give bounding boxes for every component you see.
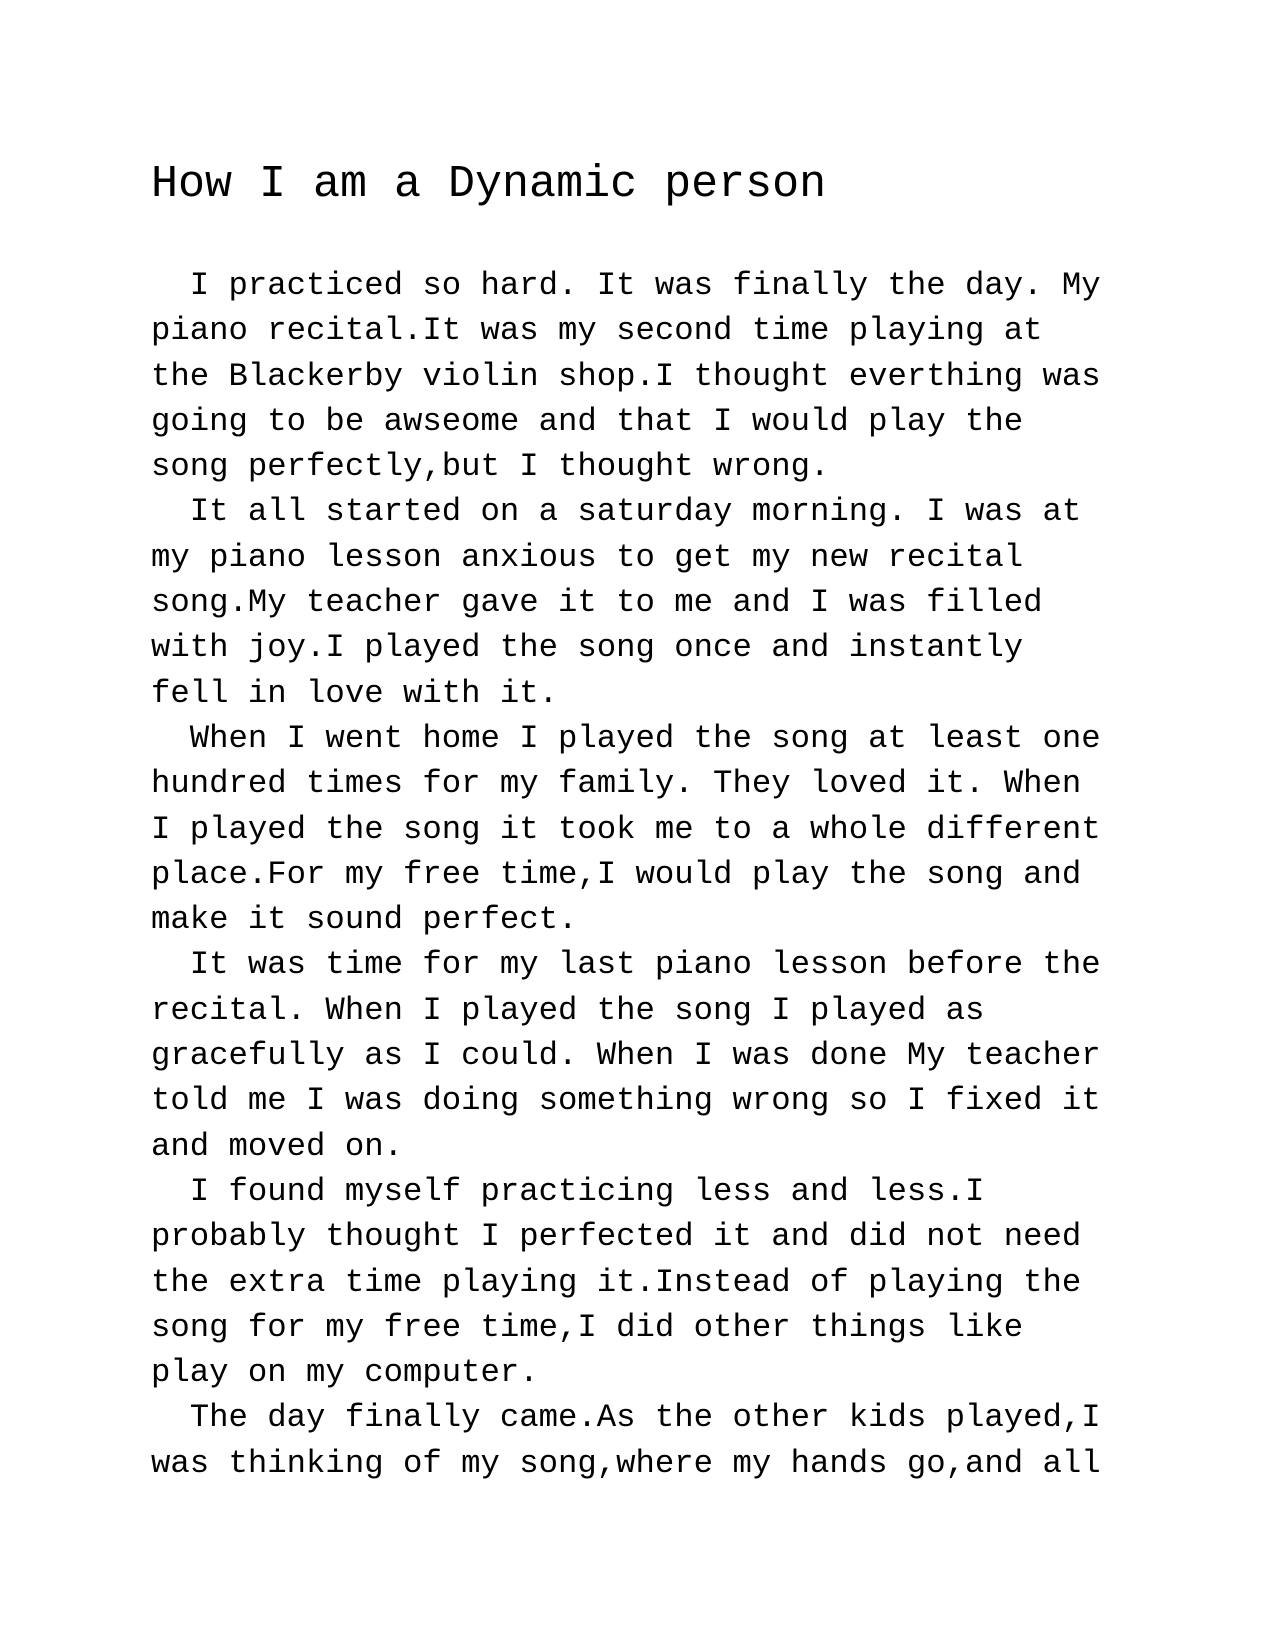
text-line: piano recital.It was my second time playing at <box>151 312 1043 350</box>
text-line: and moved on. <box>151 1127 403 1165</box>
text-line: the extra time playing it.Instead of playing the <box>151 1263 1082 1301</box>
text-line: I found myself practicing less and less.I <box>151 1172 985 1210</box>
text-line: It was time for my last piano lesson before the <box>151 946 1101 984</box>
text-line: fell in love with it. <box>151 674 559 712</box>
text-line: place.For my free time,I would play the song and <box>151 855 1082 893</box>
text-line: The day finally came.As the other kids played,I <box>151 1399 1101 1437</box>
text-line: gracefully as I could. When I was done My teacher <box>151 1037 1101 1075</box>
text-line: play on my computer. <box>151 1354 539 1392</box>
text-line: I played the song it took me to a whole different <box>151 810 1101 848</box>
text-line: song for my free time,I did other things like <box>151 1308 1024 1346</box>
text-line: told me I was doing something wrong so I fixed it <box>151 1082 1101 1120</box>
text-line: my piano lesson anxious to get my new recital <box>151 538 1024 576</box>
text-line: going to be awseome and that I would play the <box>151 402 1024 440</box>
text-line: recital. When I played the song I played as <box>151 991 985 1029</box>
text-line: When I went home I played the song at least one <box>151 719 1101 757</box>
text-line: song perfectly,but I thought wrong. <box>151 448 830 486</box>
text-line: with joy.I played the song once and instantly <box>151 629 1024 667</box>
text-line: It all started on a saturday morning. I was at <box>151 493 1082 531</box>
text-line: the Blackerby violin shop.I thought everthing was <box>151 357 1101 395</box>
text-line: hundred times for my family. They loved it. When <box>151 765 1082 803</box>
text-line: was thinking of my song,where my hands go,and all <box>151 1444 1101 1482</box>
document-title: How I am a Dynamic person <box>151 159 827 210</box>
text-line: make it sound perfect. <box>151 901 578 939</box>
text-line: probably thought I perfected it and did not need <box>151 1218 1082 1256</box>
text-line: I practiced so hard. It was finally the day. My <box>151 267 1101 304</box>
document-body <box>151 263 1151 1486</box>
text-line: song.My teacher gave it to me and I was filled <box>151 584 1043 622</box>
